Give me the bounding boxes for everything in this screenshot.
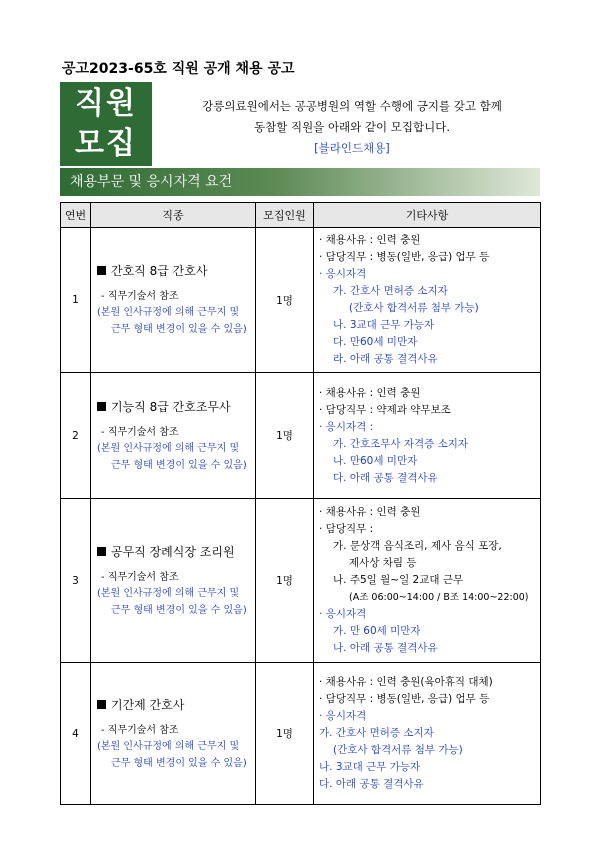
table-row (61, 228, 541, 373)
intro-line-2: 동참할 직원을 아래와 같이 모집합니다. (253, 120, 451, 134)
note-line: 가. 문상객 음식조리, 제사 음식 포장, (333, 540, 502, 552)
note-line: · 응시자격 (319, 608, 367, 620)
note-line: · 담당직무 : 병동(일반, 응급) 업무 등 (319, 693, 490, 705)
row-count: 1명 (256, 228, 314, 373)
note-line: · 담당직무 : (319, 523, 374, 535)
note-line: 다. 아래 공통 결격사유 (319, 778, 424, 790)
job-rule-2: 근무 형태 변경이 있을 수 있음) (111, 757, 247, 769)
job-cell (91, 499, 256, 663)
notes-cell (314, 228, 541, 373)
notes-cell (314, 499, 541, 663)
note-line: · 응시자격 : (319, 420, 374, 433)
note-line: · 응시자격 (319, 710, 367, 722)
note-line: · 채용사유 : 인력 충원 (319, 234, 421, 246)
job-rule-2: 근무 형태 변경이 있을 수 있음) (111, 604, 247, 616)
note-line: 다. 만60세 미만자 (333, 336, 418, 348)
row-num: 2 (61, 373, 91, 499)
row-num: 3 (61, 499, 91, 663)
note-line: 제사상 차림 등 (349, 557, 417, 569)
square-bullet-icon (97, 402, 106, 411)
note-line: (간호사 합격서류 첨부 가능) (333, 744, 463, 756)
intro-line-1: 강릉의료원에서는 공공병원의 역할 수행에 긍지를 갖고 함께 (202, 99, 502, 113)
intro-text (162, 96, 542, 159)
note-line: 가. 간호사 면허증 소지자 (319, 727, 434, 739)
notes-cell (314, 663, 541, 805)
job-cell (91, 373, 256, 499)
note-line: · 채용사유 : 인력 충원(육아휴직 대체) (319, 676, 493, 688)
note-line: 나. 만60세 미만자 (333, 454, 418, 467)
header-num: 연번 (61, 203, 91, 228)
recruit-table (60, 202, 541, 805)
header-job: 직종 (91, 203, 256, 228)
note-line: · 응시자격 (319, 268, 367, 280)
table-row (61, 373, 541, 499)
note-line: 가. 만 60세 미만자 (333, 625, 421, 637)
square-bullet-icon (97, 700, 106, 709)
job-rule-1: (본원 인사규정에 의해 근무지 및 (97, 307, 240, 318)
note-line: 나. 3교대 근무 가능자 (319, 761, 421, 773)
note-line: 라. 아래 공통 결격사유 (333, 353, 438, 365)
job-rule-2: 근무 형태 변경이 있을 수 있음) (111, 459, 247, 471)
note-line: · 담당직무 : 약제과 약무보조 (319, 403, 451, 416)
note-line: 나. 주5일 월~일 2교대 근무 (333, 574, 464, 586)
blind-recruit-label: [블라인드채용] (314, 141, 390, 155)
header-notes: 기타사항 (314, 203, 541, 228)
table-header-row (61, 203, 541, 228)
row-count: 1명 (256, 663, 314, 805)
job-rule-1: (본원 인사규정에 의해 근무지 및 (97, 442, 240, 454)
job-ref: - 직무기술서 참조 (101, 426, 179, 438)
note-line: · 채용사유 : 인력 충원 (319, 506, 421, 518)
job-cell (91, 663, 256, 805)
row-count: 1명 (256, 499, 314, 663)
job-title: 간호직 8급 간호사 (97, 262, 249, 279)
recruit-badge (60, 82, 152, 166)
badge-line-2: 모집 (75, 126, 137, 161)
table-row (61, 663, 541, 805)
job-title: 기간제 간호사 (97, 696, 249, 713)
note-line: · 채용사유 : 인력 충원 (319, 386, 421, 399)
table-row (61, 499, 541, 663)
job-ref: - 직무기술서 참조 (101, 571, 179, 583)
badge-line-1: 직원 (75, 86, 137, 121)
job-ref: - 직무기술서 참조 (101, 291, 179, 302)
job-title: 기능직 8급 간호조무사 (97, 398, 249, 415)
row-count: 1명 (256, 373, 314, 499)
job-rule-2: 근무 형태 변경이 있을 수 있음) (111, 324, 247, 335)
note-line: 나. 3교대 근무 가능자 (333, 319, 435, 331)
job-rule-1: (본원 인사규정에 의해 근무지 및 (97, 740, 240, 752)
header-count: 모집인원 (256, 203, 314, 228)
job-title: 공무직 장례식장 조리원 (97, 543, 249, 560)
square-bullet-icon (97, 547, 106, 556)
square-bullet-icon (97, 266, 106, 275)
note-line: (간호사 합격서류 첨부 가능) (349, 302, 479, 314)
note-line: 나. 아래 공통 결격사유 (333, 642, 438, 654)
notes-cell (314, 373, 541, 499)
note-line: (A조 06:00~14:00 / B조 14:00~22:00) (349, 592, 529, 603)
notice-title: 공고2023-65호 직원 공개 채용 공고 (62, 61, 295, 77)
row-num: 1 (61, 228, 91, 373)
job-cell (91, 228, 256, 373)
note-line: 가. 간호사 면허증 소지자 (333, 285, 448, 297)
note-line: · 담당직무 : 병동(일반, 응급) 업무 등 (319, 251, 490, 263)
section-banner: 채용부문 및 응시자격 요건 (60, 168, 540, 196)
job-ref: - 직무기술서 참조 (101, 724, 179, 736)
note-line: 다. 아래 공통 결격사유 (333, 471, 438, 484)
note-line: 가. 간호조무사 자격증 소지자 (333, 437, 469, 450)
job-rule-1: (본원 인사규정에 의해 근무지 및 (97, 587, 240, 599)
row-num: 4 (61, 663, 91, 805)
